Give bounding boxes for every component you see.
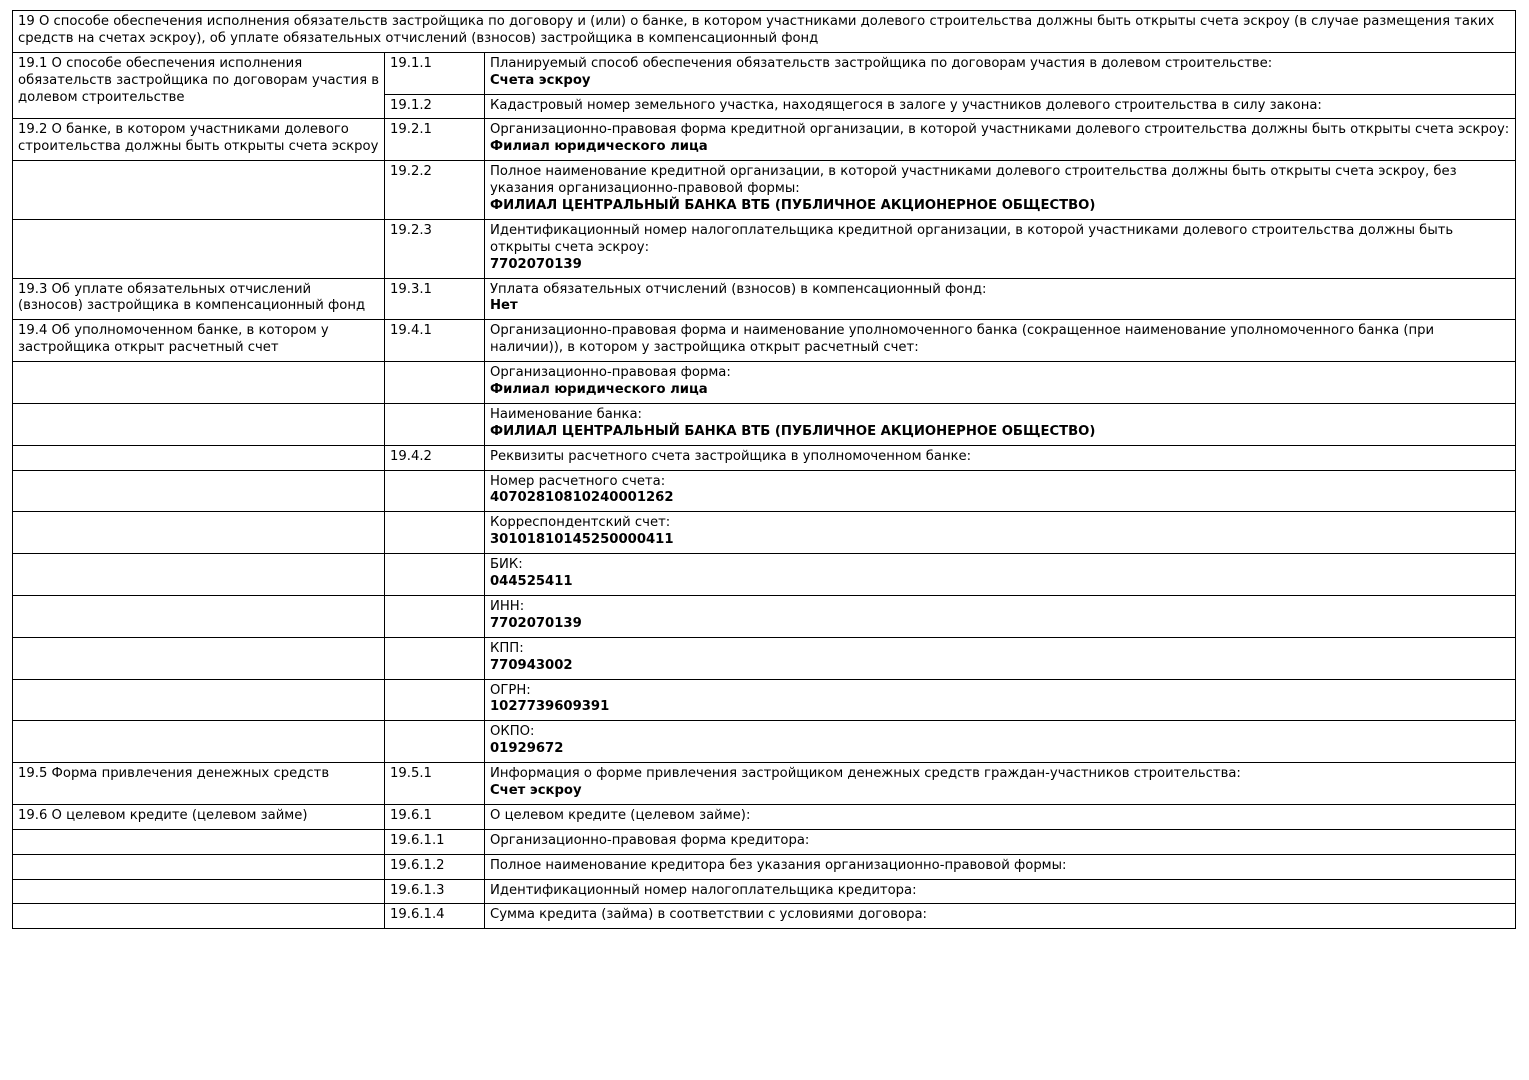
row-number: 19.6.1	[385, 804, 485, 829]
table-row	[13, 52, 1516, 94]
row-number: 19.6.1.3	[385, 879, 485, 904]
table-row	[13, 512, 1516, 554]
row-label: Идентификационный номер налогоплательщика кредитора:	[490, 882, 917, 898]
row-number	[385, 554, 485, 596]
row-content	[485, 879, 1516, 904]
row-label: Наименование банка:	[490, 406, 642, 422]
group-label-empty	[13, 362, 385, 404]
row-number: 19.6.1.4	[385, 904, 485, 929]
row-value: 770943002	[490, 657, 573, 673]
row-value: ФИЛИАЛ ЦЕНТРАЛЬНЫЙ БАНКА ВТБ (ПУБЛИЧНОЕ АКЦИОНЕРНОЕ ОБЩЕСТВО)	[490, 198, 1096, 214]
row-number: 19.6.1.1	[385, 829, 485, 854]
group-label-empty	[13, 904, 385, 929]
row-value: ФИЛИАЛ ЦЕНТРАЛЬНЫЙ БАНКА ВТБ (ПУБЛИЧНОЕ АКЦИОНЕРНОЕ ОБЩЕСТВО)	[490, 423, 1096, 439]
row-content	[485, 119, 1516, 161]
row-number: 19.3.1	[385, 278, 485, 320]
row-label: О целевом кредите (целевом займе):	[490, 807, 751, 823]
row-content	[485, 320, 1516, 362]
row-value: 7702070139	[490, 615, 582, 631]
row-label: Организационно-правовая форма и наименование уполномоченного банка (сокращенное наименование уполномоченного банка (при наличии)), в котором у застройщика открыт расчетный счет:	[490, 323, 1435, 356]
row-number	[385, 637, 485, 679]
group-label-empty	[13, 829, 385, 854]
row-label: КПП:	[490, 640, 524, 656]
table-row	[13, 595, 1516, 637]
row-number: 19.1.1	[385, 52, 485, 94]
row-value: Нет	[490, 298, 518, 314]
table-row	[13, 554, 1516, 596]
table-row	[13, 904, 1516, 929]
row-value: Филиал юридического лица	[490, 382, 708, 398]
row-content	[485, 721, 1516, 763]
row-content	[485, 52, 1516, 94]
row-label: ИНН:	[490, 598, 525, 614]
table-row	[13, 320, 1516, 362]
row-content	[485, 219, 1516, 278]
group-label-19-2: 19.2 О банке, в котором участниками долевого строительства должны быть открыты счета эскроу	[13, 119, 385, 161]
row-label: Номер расчетного счета:	[490, 473, 666, 489]
row-content	[485, 362, 1516, 404]
table-row	[13, 721, 1516, 763]
row-value: 30101810145250000411	[490, 532, 674, 548]
group-label-empty	[13, 445, 385, 470]
row-number: 19.4.2	[385, 445, 485, 470]
row-value: 01929672	[490, 741, 564, 757]
row-value: Филиал юридического лица	[490, 139, 708, 155]
row-content	[485, 829, 1516, 854]
row-label: ОГРН:	[490, 682, 531, 698]
row-number	[385, 403, 485, 445]
group-label-empty	[13, 595, 385, 637]
row-number	[385, 362, 485, 404]
group-label-empty	[13, 854, 385, 879]
row-number: 19.2.1	[385, 119, 485, 161]
table-row	[13, 829, 1516, 854]
group-label-empty	[13, 470, 385, 512]
row-number	[385, 679, 485, 721]
row-content	[485, 470, 1516, 512]
group-label-empty	[13, 403, 385, 445]
row-content	[485, 763, 1516, 805]
row-content	[485, 94, 1516, 119]
row-number: 19.6.1.2	[385, 854, 485, 879]
row-label: Полное наименование кредитной организации, в которой участниками долевого строительства должны быть открыты счета эскроу, без указания организационно-правовой формы:	[490, 164, 1457, 197]
row-content	[485, 554, 1516, 596]
group-label-empty	[13, 679, 385, 721]
row-value: Счет эскроу	[490, 782, 582, 798]
table-row	[13, 879, 1516, 904]
group-label-empty	[13, 219, 385, 278]
row-value: 40702810810240001262	[490, 490, 674, 506]
row-content	[485, 278, 1516, 320]
table-row	[13, 804, 1516, 829]
table-row	[13, 637, 1516, 679]
row-number: 19.1.2	[385, 94, 485, 119]
table-row	[13, 278, 1516, 320]
row-content	[485, 161, 1516, 220]
row-label: Организационно-правовая форма кредитной организации, в которой участниками долевого строительства должны быть открыты счета эскроу:	[490, 122, 1510, 138]
row-label: Уплата обязательных отчислений (взносов) в компенсационный фонд:	[490, 281, 987, 297]
row-label: Полное наименование кредитора без указания организационно-правовой формы:	[490, 857, 1067, 873]
table-row	[13, 119, 1516, 161]
group-label-empty	[13, 554, 385, 596]
row-label: Корреспондентский счет:	[490, 515, 671, 531]
row-content	[485, 854, 1516, 879]
row-number: 19.2.3	[385, 219, 485, 278]
group-label-empty	[13, 721, 385, 763]
group-label-19-4: 19.4 Об уполномоченном банке, в котором у застройщика открыт расчетный счет	[13, 320, 385, 362]
group-label-19-3: 19.3 Об уплате обязательных отчислений (взносов) застройщика в компенсационный фонд	[13, 278, 385, 320]
row-number	[385, 595, 485, 637]
table-row	[13, 679, 1516, 721]
row-content	[485, 512, 1516, 554]
table-row	[13, 470, 1516, 512]
section-header-cell: 19 О способе обеспечения исполнения обязательств застройщика по договору и (или) о банке, в котором участниками долевого строительства должны быть открыты счета эскроу (в случае размещения таких средств на счетах эскроу), об уплате обязательных отчислений (взносов) застройщика в компенсационный фонд	[13, 11, 1516, 53]
group-label-empty	[13, 512, 385, 554]
table-row	[13, 854, 1516, 879]
row-label: Кадастровый номер земельного участка, находящегося в залоге у участников долевого строительства в силу закона:	[490, 97, 1322, 113]
group-label-19-1: 19.1 О способе обеспечения исполнения обязательств застройщика по договорам участия в долевом строительстве	[13, 52, 385, 119]
row-label: Планируемый способ обеспечения обязательств застройщика по договорам участия в долевом строительстве:	[490, 55, 1273, 71]
row-content	[485, 403, 1516, 445]
row-number: 19.4.1	[385, 320, 485, 362]
table-row	[13, 763, 1516, 805]
row-content	[485, 445, 1516, 470]
group-label-empty	[13, 161, 385, 220]
row-label: ОКПО:	[490, 724, 535, 740]
row-label: Реквизиты расчетного счета застройщика в уполномоченном банке:	[490, 448, 972, 464]
table-row	[13, 403, 1516, 445]
table-row	[13, 219, 1516, 278]
table-row	[13, 445, 1516, 470]
row-label: Организационно-правовая форма кредитора:	[490, 832, 810, 848]
row-number	[385, 470, 485, 512]
row-label: БИК:	[490, 557, 523, 573]
row-value: 1027739609391	[490, 699, 610, 715]
table-row-section-header	[13, 11, 1516, 53]
row-number: 19.2.2	[385, 161, 485, 220]
row-value: 7702070139	[490, 256, 582, 272]
group-label-19-5: 19.5 Форма привлечения денежных средств	[13, 763, 385, 805]
row-content	[485, 904, 1516, 929]
row-value: Счета эскроу	[490, 72, 591, 88]
row-content	[485, 595, 1516, 637]
group-label-19-6: 19.6 О целевом кредите (целевом займе)	[13, 804, 385, 829]
row-label: Сумма кредита (займа) в соответствии с условиями договора:	[490, 907, 927, 923]
row-number	[385, 512, 485, 554]
table-row	[13, 161, 1516, 220]
row-label: Организационно-правовая форма:	[490, 365, 731, 381]
group-label-empty	[13, 637, 385, 679]
row-value: 044525411	[490, 574, 573, 590]
group-label-empty	[13, 879, 385, 904]
table-row	[13, 362, 1516, 404]
row-content	[485, 679, 1516, 721]
row-content	[485, 804, 1516, 829]
row-label: Информация о форме привлечения застройщиком денежных средств граждан-участников строительства:	[490, 766, 1241, 782]
section-19-table	[12, 10, 1516, 929]
row-content	[485, 637, 1516, 679]
row-label: Идентификационный номер налогоплательщика кредитной организации, в которой участниками долевого строительства должны быть открыты счета эскроу:	[490, 222, 1454, 255]
row-number	[385, 721, 485, 763]
row-number: 19.5.1	[385, 763, 485, 805]
